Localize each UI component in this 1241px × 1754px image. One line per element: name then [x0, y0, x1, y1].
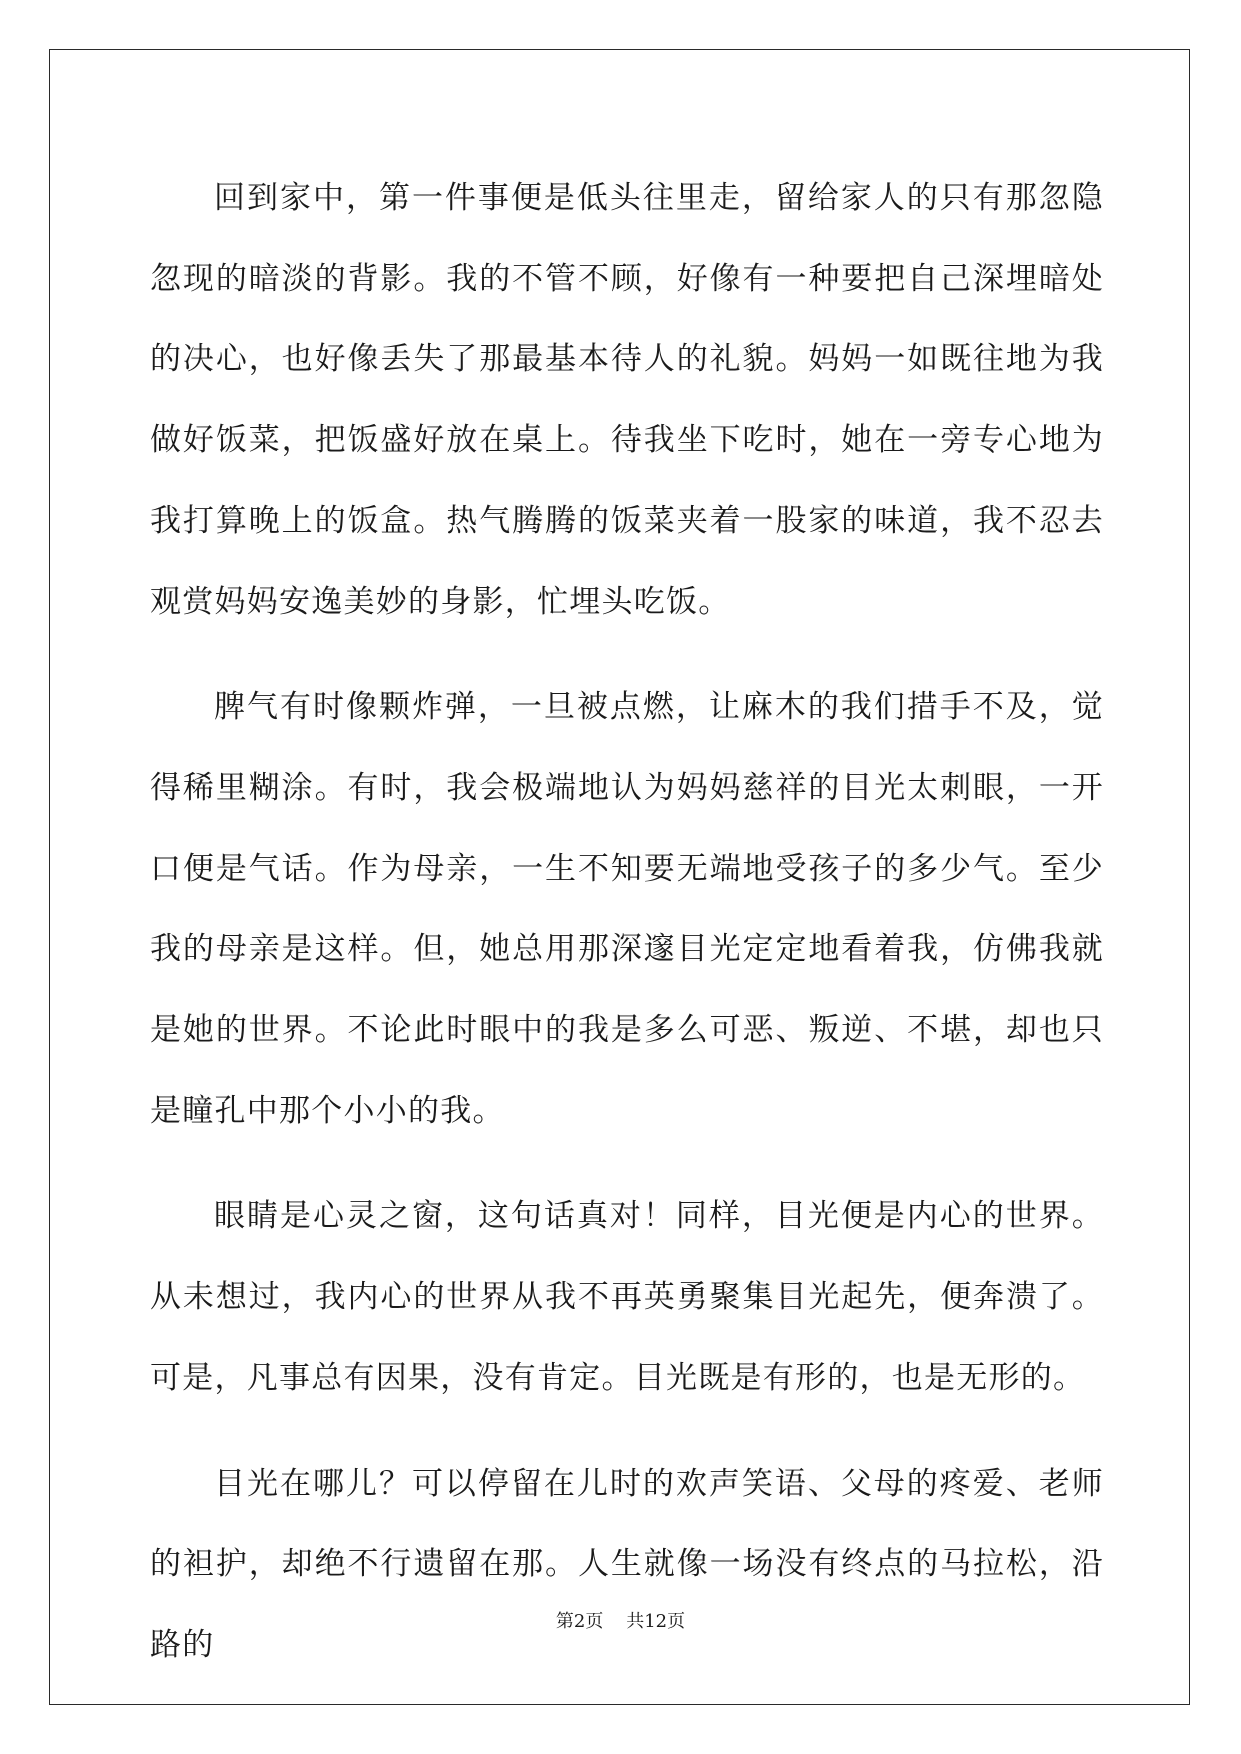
footer-gap: [603, 1611, 626, 1632]
paragraph-2: 脾气有时像颗炸弹，一旦被点燃，让麻木的我们措手不及，觉得稀里糊涂。有时，我会极端地认为妈妈慈祥的目光太刺眼，一开口便是气话。作为母亲，一生不知要无端地受孩子的多少气。至少我的母亲是这样。但，她总用那深邃目光定定地看着我，仿佛我就是她的世界。不论此时眼中的我是多么可恶、叛逆、不堪，却也只是瞳孔中那个小小的我。: [150, 689, 1104, 1129]
page-footer: [0, 1610, 1241, 1634]
paragraph-3: 眼睛是心灵之窗，这句话真对！同样，目光便是内心的世界。从未想过，我内心的世界从我不再英勇聚集目光起先，便奔溃了。可是，凡事总有因果，没有肯定。目光既是有形的，也是无形的。: [150, 1198, 1104, 1396]
document-body: [150, 158, 1104, 1711]
page-number: 第2页: [555, 1611, 604, 1632]
total-pages: 共12页: [626, 1611, 686, 1632]
paragraph-1: 回到家中，第一件事便是低头往里走，留给家人的只有那忽隐忽现的暗淡的背影。我的不管不顾，好像有一种要把自己深埋暗处的决心，也好像丢失了那最基本待人的礼貌。妈妈一如既往地为我做好饭菜，把饭盛好放在桌上。待我坐下吃时，她在一旁专心地为我打算晚上的饭盒。热气腾腾的饭菜夹着一股家的味道，我不忍去观赏妈妈安逸美妙的身影，忙埋头吃饭。: [150, 180, 1104, 620]
paragraph-4: 目光在哪儿？可以停留在儿时的欢声笑语、父母的疼爱、老师的袒护，却绝不行遗留在那。人生就像一场没有终点的马拉松，沿路的: [150, 1465, 1104, 1663]
